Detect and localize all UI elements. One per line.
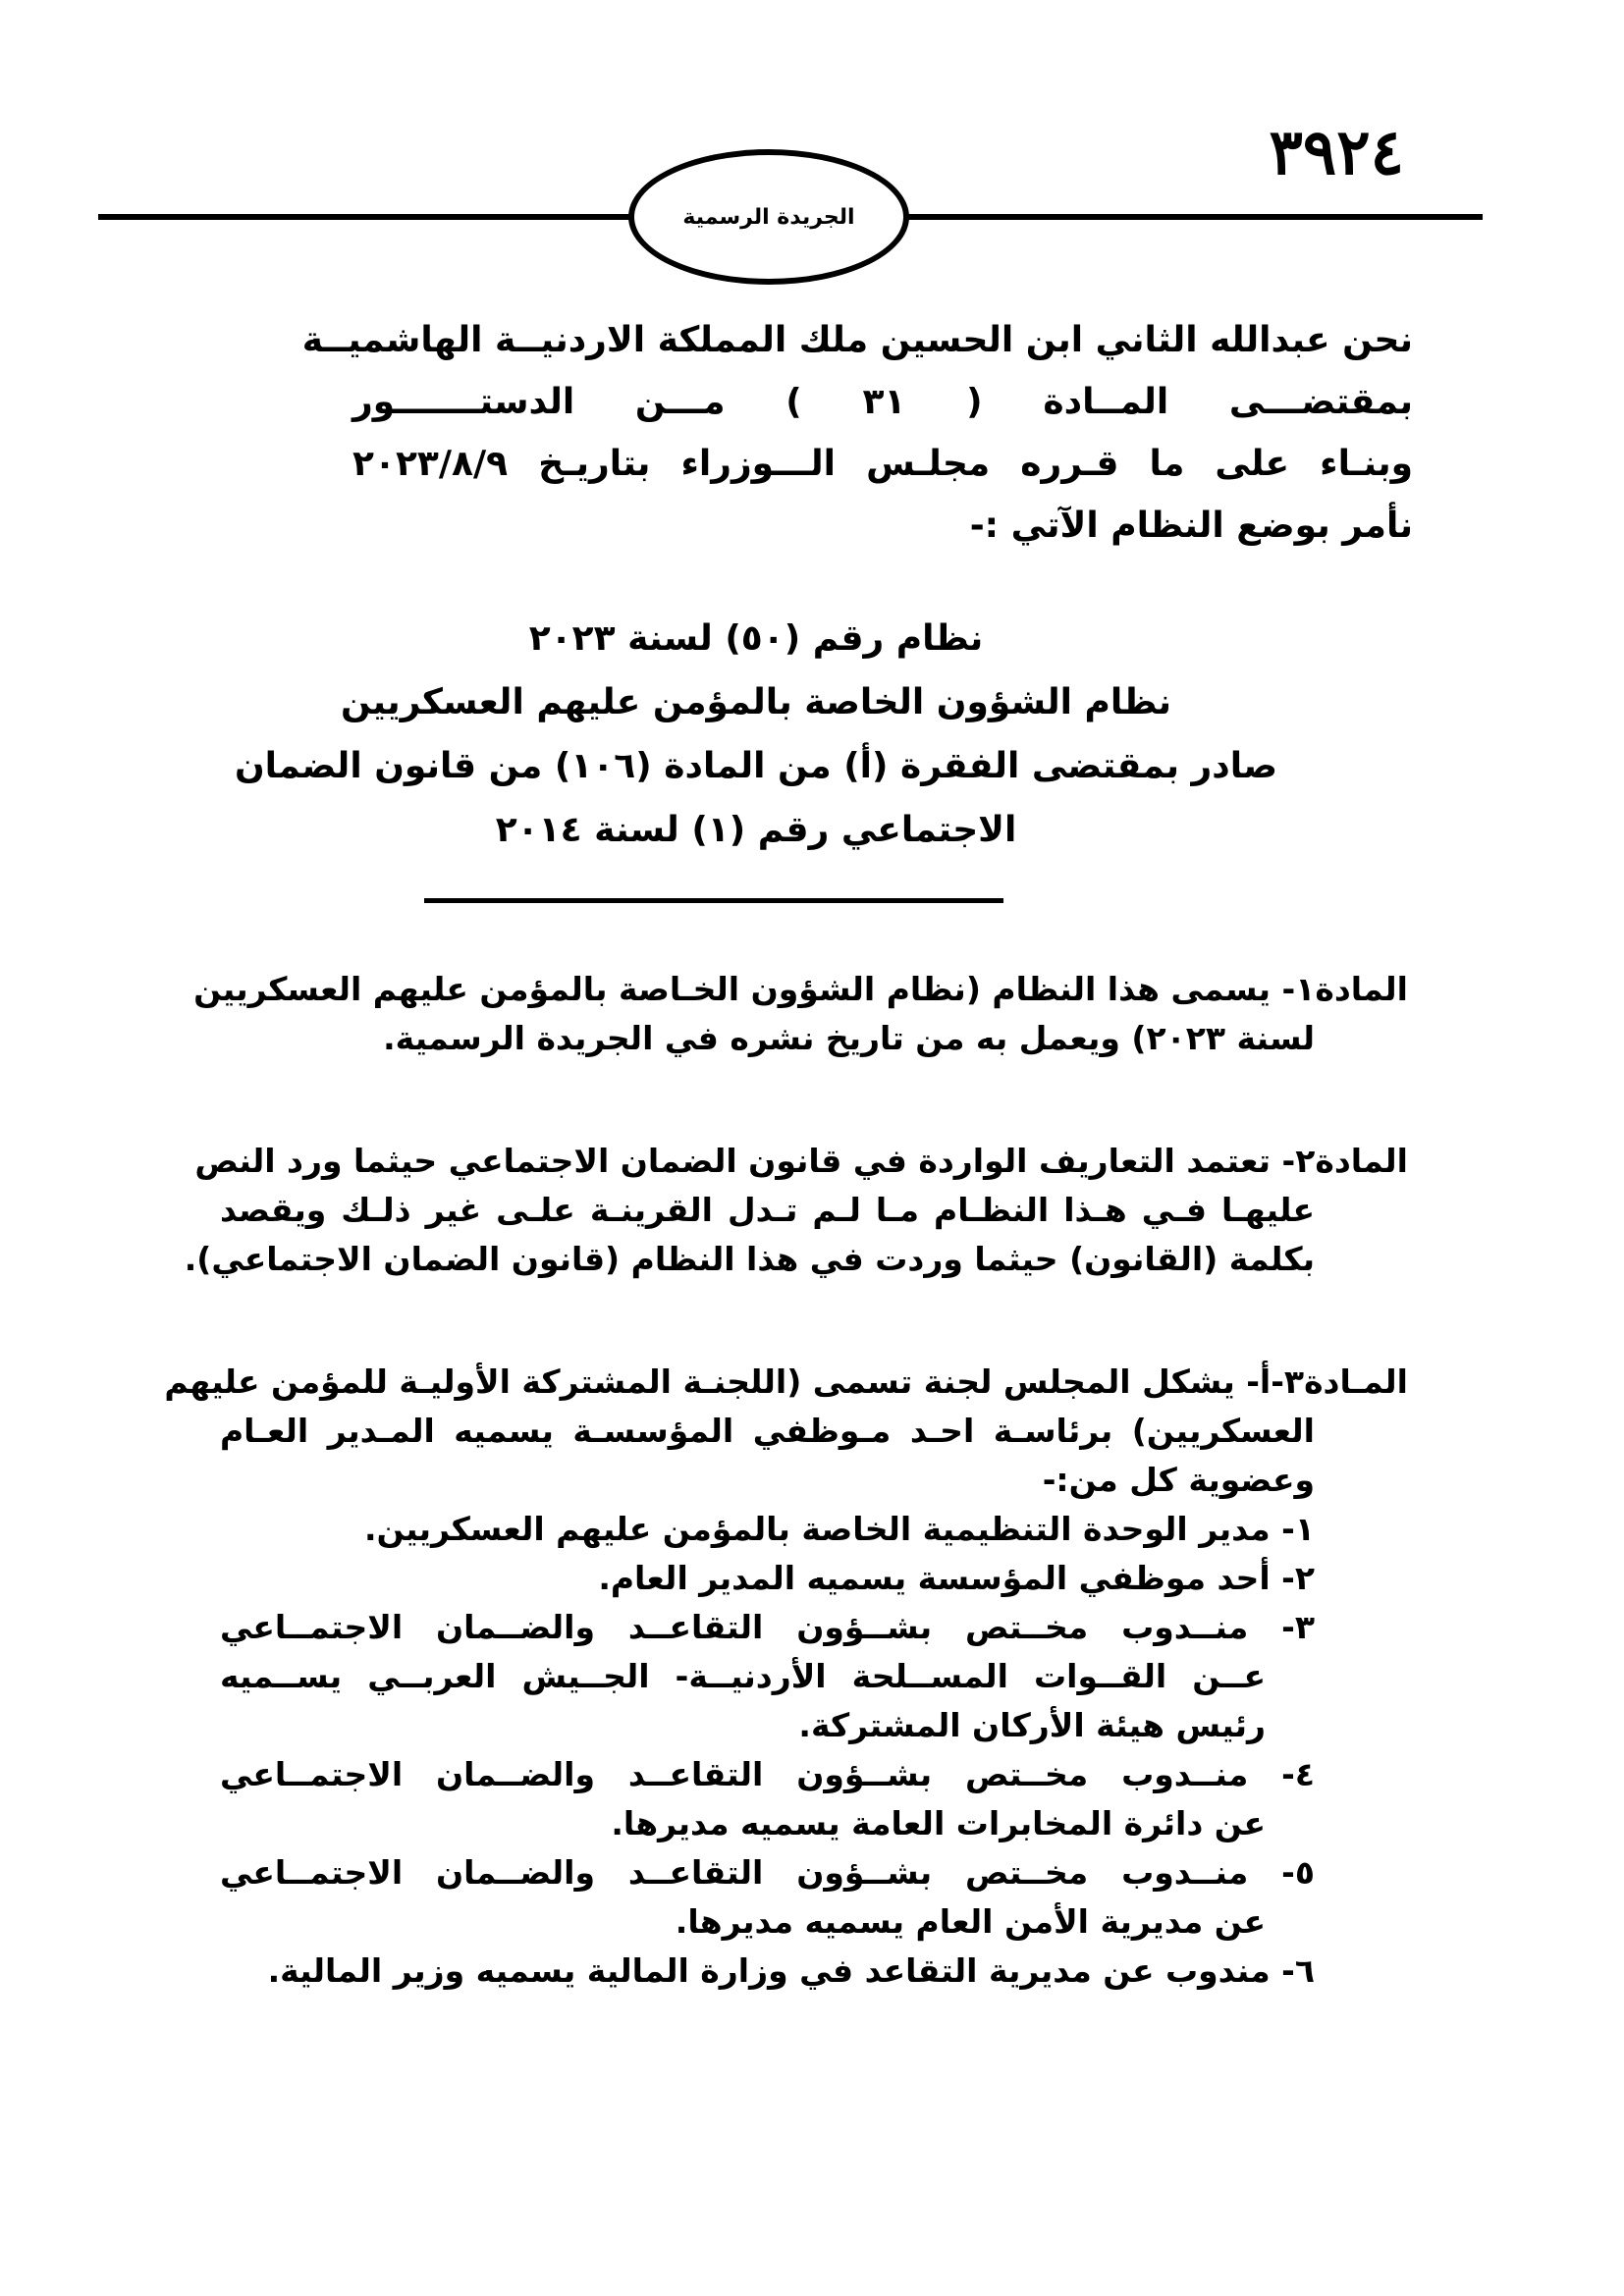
article-line: العسكريين) برئاسـة احـد مـوظفي المؤسسـة يسميه المـدير العـام: [220, 1412, 1315, 1450]
list-item: ٤- منــدوب مخــتص بشــؤون التقاعــد والضــمان الاجتمــاعي: [220, 1755, 1315, 1793]
title-line: صادر بمقتضى الفقرة (أ) من المادة (١٠٦) من قانون الضمان: [234, 746, 1278, 786]
article-line: المادة٢- تعتمد التعاريف الواردة في قانون الضمان الاجتماعي حيثما ورد النص: [194, 1142, 1408, 1180]
article-line: بكلمة (القانون) حيثما وردت في هذا النظام (قانون الضمان الاجتماعي).: [184, 1240, 1315, 1278]
title-line: نظام رقم (٥٠) لسنة ٢٠٢٣: [528, 618, 984, 659]
article-line: وعضوية كل من:-: [1042, 1461, 1315, 1499]
header-rule-left: [98, 214, 633, 220]
header-rule-right: [903, 214, 1483, 220]
list-item: ١- مدير الوحدة التنظيمية الخاصة بالمؤمن عليهم العسكريين.: [363, 1510, 1315, 1548]
list-item: عن مديرية الأمن العام يسميه مديرها.: [675, 1902, 1266, 1941]
article-line: عليهـا فـي هـذا النظـام مـا لـم تـدل القرينـة علـى غير ذلـك ويقصد: [220, 1191, 1315, 1229]
title-line: نظام الشؤون الخاصة بالمؤمن عليهم العسكريين: [341, 682, 1171, 722]
intro-line: نحن عبدالله الثاني ابن الحسين ملك المملكة الاردنيــة الهاشميــة: [301, 320, 1413, 360]
article-1: [193, 965, 1408, 1063]
article-line: لسنة ٢٠٢٣) ويعمل به من تاريخ نشره في الجريدة الرسمية.: [383, 1019, 1315, 1057]
regulation-title: [147, 607, 1365, 862]
list-item: ٥- منــدوب مخــتص بشــؤون التقاعــد والضــمان الاجتمــاعي: [220, 1853, 1315, 1892]
article-2: [184, 1137, 1408, 1284]
list-item: عن دائرة المخابرات العامة يسميه مديرها.: [611, 1804, 1266, 1842]
gazette-name: الجريدة الرسمية: [682, 204, 855, 230]
gazette-seal: [628, 149, 909, 285]
royal-intro: [301, 309, 1413, 557]
list-item: ٦- مندوب عن مديرية التقاعد في وزارة المالية يسميه وزير المالية.: [267, 1951, 1315, 1990]
list-item: رئيس هيئة الأركان المشتركة.: [798, 1706, 1266, 1744]
article-line: المـادة٣-أ- يشكل المجلس لجنة تسمى (اللجنـة المشتركة الأوليـة للمؤمن عليهم: [164, 1362, 1408, 1401]
page-number: ٣٩٢٤: [1269, 116, 1404, 189]
list-item: عــن القــوات المســلحة الأردنيــة- الجــيش العربــي يســميه: [220, 1657, 1266, 1695]
intro-line: بمقتضـــى المــادة ( ٣١ ) مـــن الدستـــــــور: [352, 382, 1413, 422]
title-separator: [424, 898, 1003, 903]
article-3: [164, 1358, 1408, 1996]
list-item: ٣- منــدوب مخــتص بشــؤون التقاعــد والضــمان الاجتمــاعي: [220, 1608, 1315, 1646]
intro-line: وبنـاء على ما قـرره مجلـس الـــوزراء بتاريـخ ٢٠٢٣/٨/٩: [352, 444, 1413, 484]
list-item: ٢- أحد موظفي المؤسسة يسميه المدير العام.: [598, 1559, 1315, 1597]
title-line: الاجتماعي رقم (١) لسنة ٢٠١٤: [495, 810, 1017, 850]
article-line: المادة١- يسمى هذا النظام (نظام الشؤون الخـاصة بالمؤمن عليهم العسكريين: [193, 970, 1408, 1008]
intro-line: نأمر بوضع النظام الآتي :-: [969, 506, 1413, 546]
